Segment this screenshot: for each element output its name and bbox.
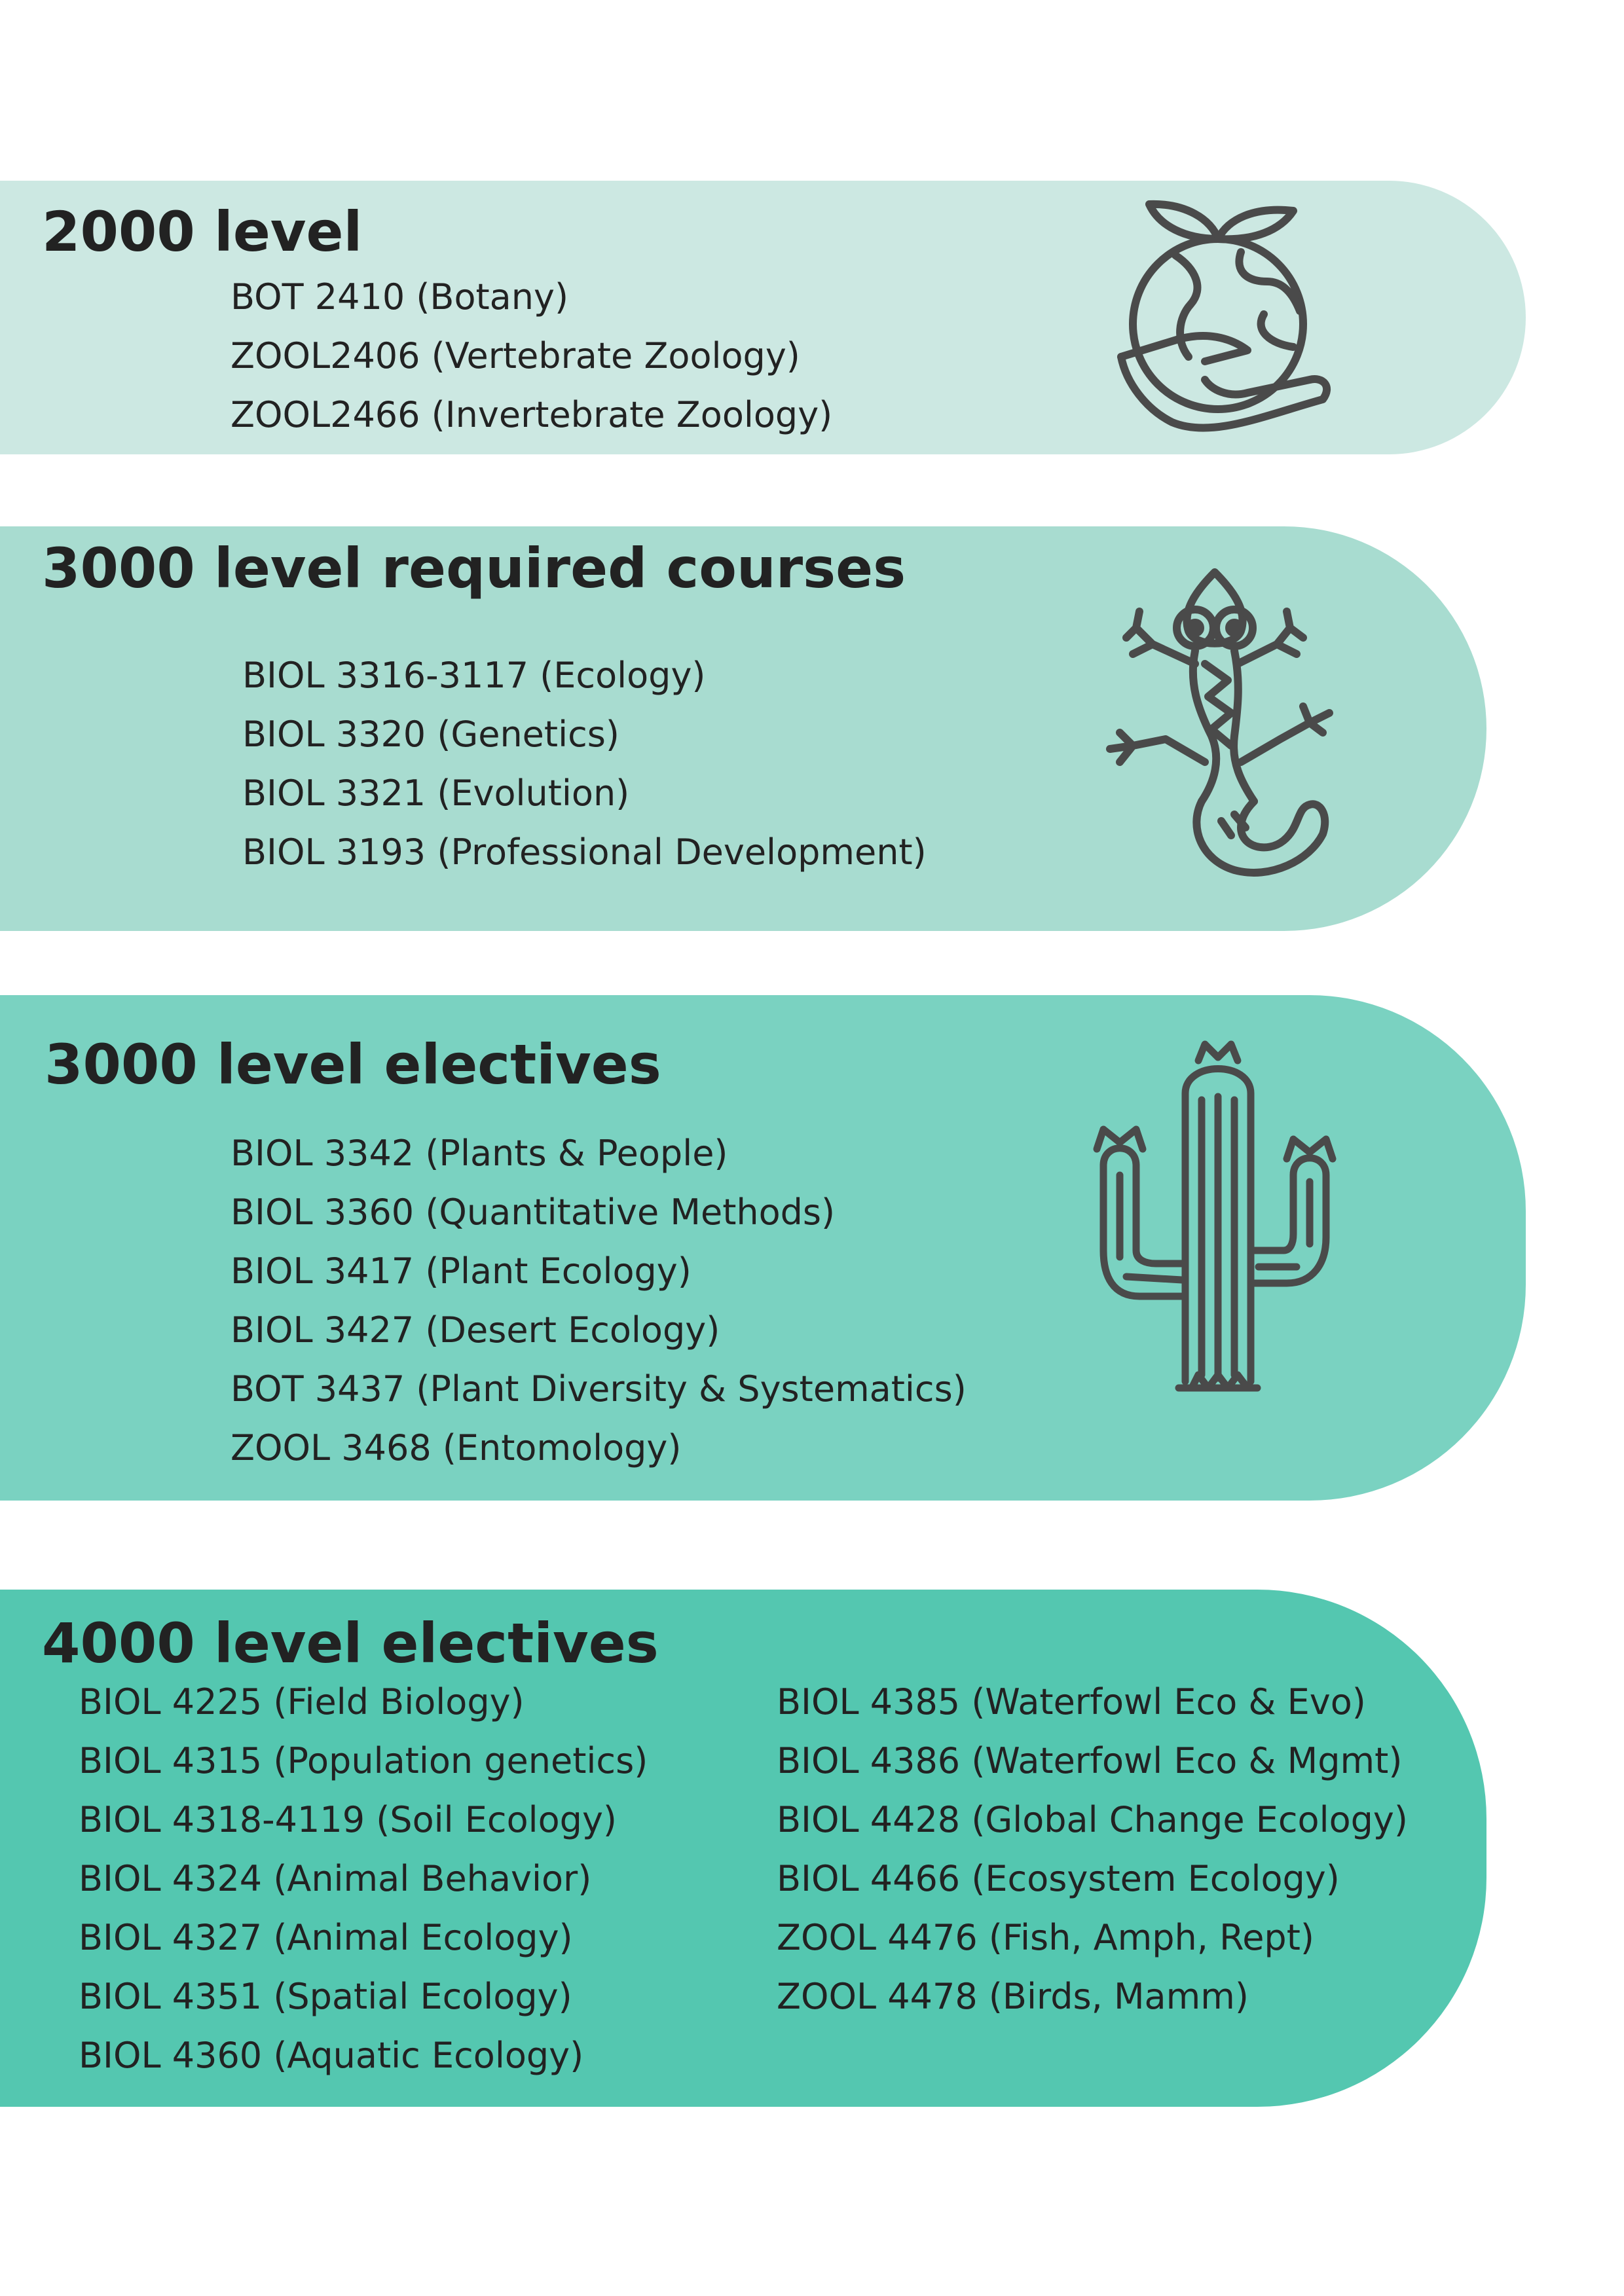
course-item: BIOL 3193 (Professional Development) [242, 831, 927, 873]
cactus-icon [1087, 1034, 1362, 1401]
course-item: ZOOL 4478 (Birds, Mamm) [777, 1976, 1249, 2017]
course-item: BIOL 4428 (Global Change Ecology) [777, 1799, 1408, 1840]
section-title: 4000 level electives [42, 1611, 659, 1675]
course-list-right [777, 1673, 1408, 2026]
course-list [231, 1124, 967, 1478]
section-3000-level-electives [0, 995, 1526, 1501]
course-list [231, 268, 832, 445]
course-item: BIOL 4327 (Animal Ecology) [79, 1917, 573, 1958]
course-item: BIOL 4386 (Waterfowl Eco & Mgmt) [777, 1740, 1403, 1781]
course-item: ZOOL2406 (Vertebrate Zoology) [231, 335, 800, 376]
lizard-icon [1074, 566, 1375, 893]
course-item: BIOL 4466 (Ecosystem Ecology) [777, 1858, 1340, 1899]
course-item: BIOL 4385 (Waterfowl Eco & Evo) [777, 1681, 1366, 1722]
course-item: BIOL 3417 (Plant Ecology) [231, 1250, 692, 1292]
course-list-left [79, 1673, 648, 2085]
course-item: BIOL 4318-4119 (Soil Ecology) [79, 1799, 617, 1840]
section-3000-level-required [0, 526, 1486, 931]
earth-in-hand-icon [1113, 190, 1336, 439]
course-item: BIOL 4324 (Animal Behavior) [79, 1858, 592, 1899]
course-item: BIOL 4225 (Field Biology) [79, 1681, 525, 1722]
course-list [242, 646, 927, 882]
section-title: 3000 level electives [45, 1032, 661, 1097]
course-item: BIOL 4315 (Population genetics) [79, 1740, 648, 1781]
course-item: BIOL 4360 (Aquatic Ecology) [79, 2035, 584, 2076]
course-item: BIOL 4351 (Spatial Ecology) [79, 1976, 572, 2017]
course-item: BIOL 3316-3117 (Ecology) [242, 655, 706, 696]
course-item: BIOL 3342 (Plants & People) [231, 1133, 728, 1174]
course-item: ZOOL2466 (Invertebrate Zoology) [231, 394, 833, 435]
course-item: ZOOL 3468 (Entomology) [231, 1427, 682, 1468]
course-item: BIOL 3360 (Quantitative Methods) [231, 1192, 836, 1233]
section-2000-level [0, 181, 1526, 454]
course-item: BOT 2410 (Botany) [231, 276, 569, 318]
section-title: 3000 level required courses [42, 536, 906, 600]
course-item: ZOOL 4476 (Fish, Amph, Rept) [777, 1917, 1314, 1958]
section-4000-level-electives [0, 1590, 1486, 2107]
course-item: BIOL 3321 (Evolution) [242, 773, 630, 814]
course-item: BIOL 3320 (Genetics) [242, 714, 619, 755]
course-item: BOT 3437 (Plant Diversity & Systematics) [231, 1368, 967, 1410]
course-item: BIOL 3427 (Desert Ecology) [231, 1309, 720, 1351]
section-title: 2000 level [42, 200, 363, 264]
